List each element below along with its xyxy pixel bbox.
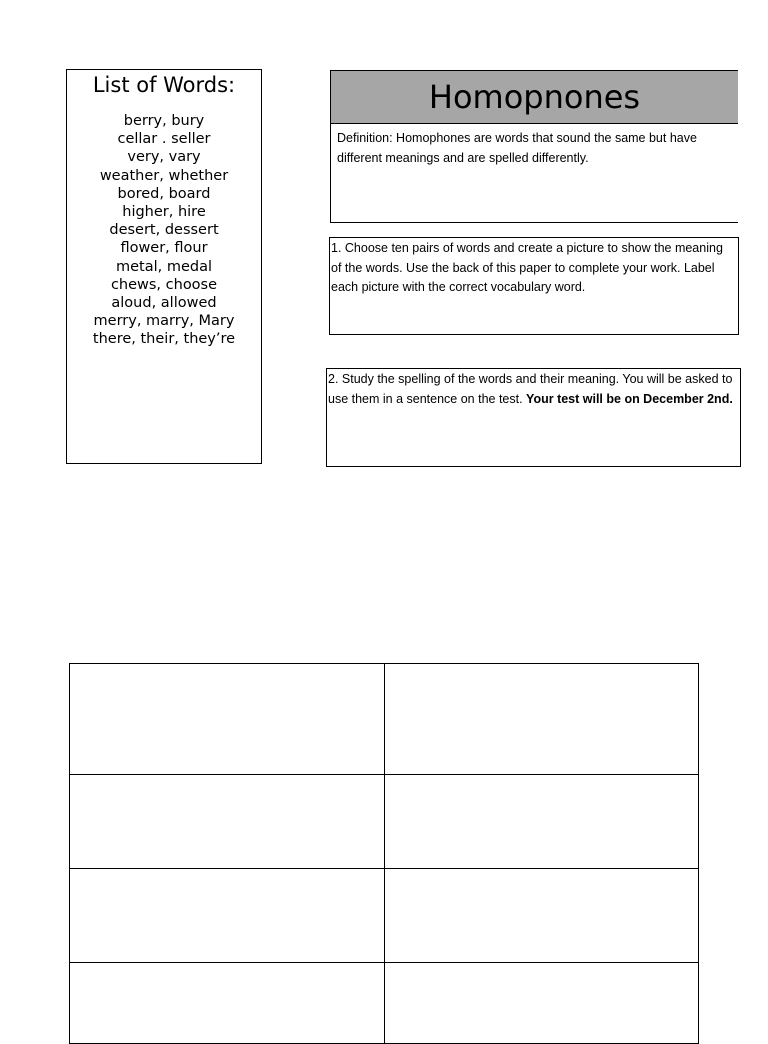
word-item: metal, medal bbox=[115, 258, 213, 275]
word-item: cellar . seller bbox=[117, 131, 211, 148]
grid-cell bbox=[384, 775, 699, 869]
task-1-box: 1. Choose ten pairs of words and create a picture to show the meaning of the words. Use the back of this paper to complete your work. Label each picture with the correct vocabulary word. bbox=[329, 237, 739, 335]
page-title: Homopnones bbox=[330, 70, 738, 124]
grid-cell bbox=[70, 869, 385, 963]
grid-cell bbox=[70, 664, 385, 775]
word-item: merry, marry, Mary bbox=[93, 313, 235, 330]
task-2-text: 2. Study the spelling of the words and their meaning. You will be asked to use them in a sentence on the test. bbox=[328, 372, 733, 406]
task-2-box bbox=[326, 368, 741, 467]
word-item: flower, flour bbox=[120, 240, 208, 257]
word-list-title: List of Words: bbox=[92, 73, 236, 97]
word-item: weather, whether bbox=[99, 167, 229, 184]
grid-cell bbox=[384, 664, 699, 775]
definition-text: Definition: Homophones are words that sound the same but have different meanings and are spelled differently. bbox=[330, 124, 738, 223]
word-list-box bbox=[66, 69, 262, 464]
word-item: desert, dessert bbox=[109, 222, 219, 239]
word-item: berry, bury bbox=[123, 113, 205, 129]
grid-cell bbox=[70, 775, 385, 869]
task-2-due-date: Your test will be on December 2nd. bbox=[526, 391, 733, 406]
picture-grid bbox=[69, 663, 699, 1044]
word-item: bored, board bbox=[117, 185, 211, 202]
word-item: higher, hire bbox=[122, 204, 206, 221]
word-item: very, vary bbox=[127, 149, 201, 166]
grid-cell bbox=[384, 963, 699, 1044]
word-item: chews, choose bbox=[110, 276, 218, 293]
grid-cell bbox=[70, 963, 385, 1044]
word-items bbox=[67, 112, 261, 349]
grid-cell bbox=[384, 869, 699, 963]
word-item: aloud, allowed bbox=[111, 295, 217, 312]
word-item: there, their, they’re bbox=[92, 331, 236, 348]
